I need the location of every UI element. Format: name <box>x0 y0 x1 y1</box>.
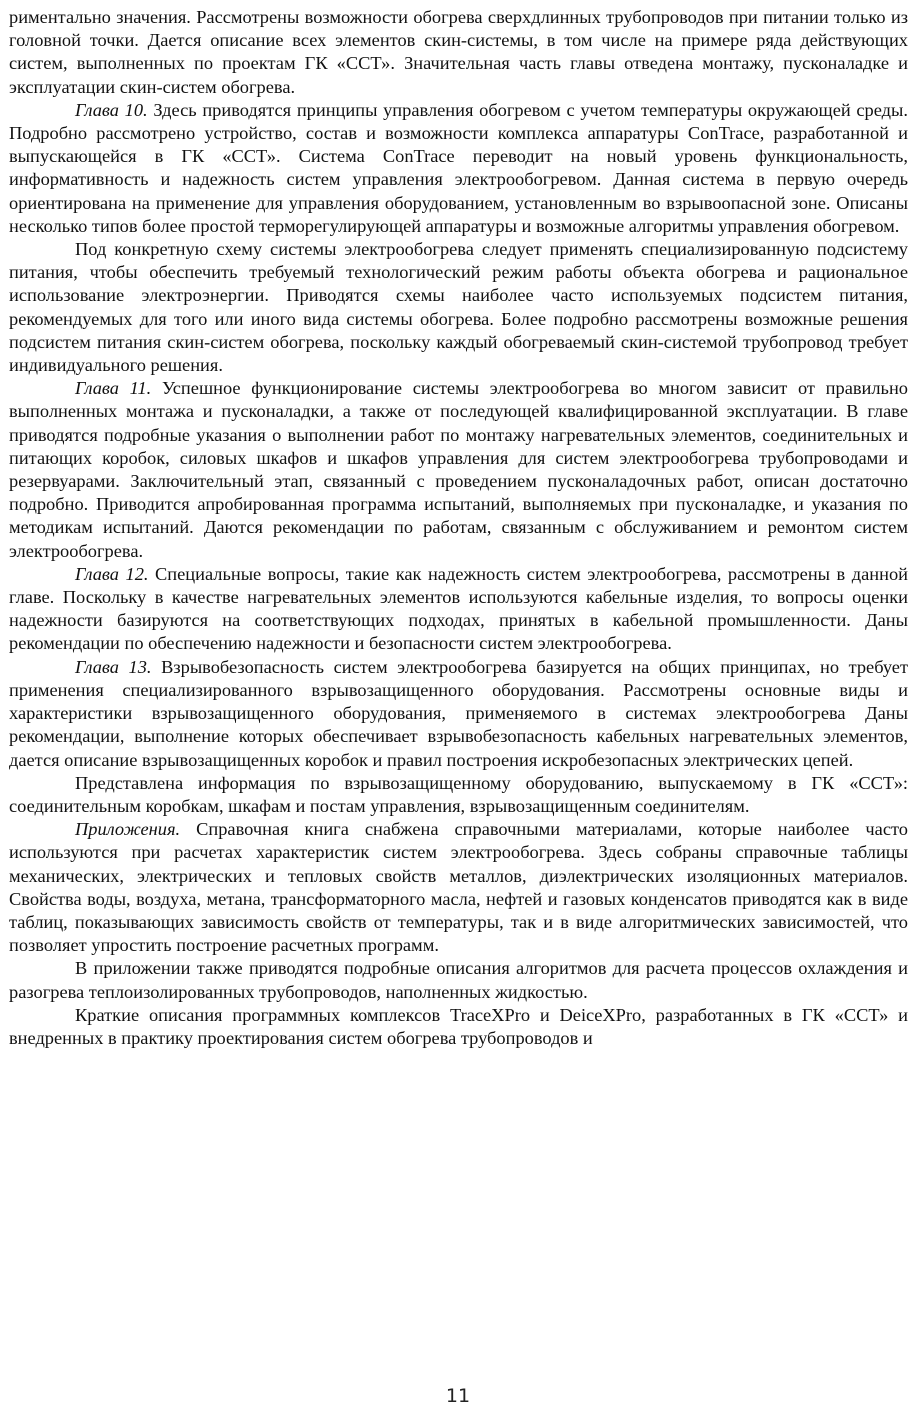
page-number: 11 <box>445 1385 471 1407</box>
paragraph-appendices <box>9 818 908 957</box>
paragraph-text: Специальные вопросы, такие как надежность систем электрообогрева, рассмотрены в данной главе. Поскольку в качестве нагревательных элементов используются кабельные изделия, то вопросы оценки надежности базируются на соответствующих подходах, принятых в кабельной промышленности. Даны рекомендации по обеспечению надежности и безопасности систем электрообогрева. <box>9 563 908 654</box>
paragraph-lead: Глава 11. <box>75 378 152 399</box>
paragraph-lead: Приложения. <box>75 819 181 840</box>
paragraph-chapter-9-continued <box>9 6 908 99</box>
paragraph-text: Справочная книга снабжена справочными материалами, которые наиболее часто используются при расчетах характеристик систем электрообогрева. Здесь собраны справочные таблицы механических, электрических и тепловых свойств металлов, диэлектрических изоляционных материалов. Свойства воды, воздуха, метана, трансформаторного масла, нефтей и газовых конденсатов приводятся как в виде таблиц, показывающих зависимость свойств от температуры, так и в виде алгоритмических зависимостей, что позволяет упростить построение расчетных программ. <box>9 819 908 956</box>
paragraph-text: Взрывобезопасность систем электрообогрева базируется на общих принципах, но требует применения специализированного взрывозащищенного оборудования. Рассмотрены основные виды и характеристики взрывозащищенного оборудования, применяемого в системах электрообогрева Даны рекомендации, выполнение которых обеспечивает взрывобезопасность кабельных нагревательных элементов, дается описание взрывозащищенных коробок и правил построения искробезопасных электрических цепей. <box>9 656 908 770</box>
paragraph-chapter-13 <box>9 656 908 772</box>
paragraph-text: Успешное функционирование системы электрообогрева во многом зависит от правильно выполненных монтажа и пусконаладки, а также от последующей квалифицированной эксплуатации. В главе приводятся подробные указания о выполнении работ по монтажу нагревательных элементов, соединительных и питающих коробок, силовых шкафов и шкафов управления для систем электрообогрева трубопроводами и резервуарами. Заключительный этап, связанный с проведением пусконаладочных работ, описан достаточно подробно. Приводится апробированная программа испытаний, выполняемых при пусконаладке, и указания по методикам испытаний. Даются рекомендации по работам, связанным с обслуживанием и ремонтом систем электрообогрева. <box>9 378 908 561</box>
paragraph-lead: Глава 10. <box>75 99 148 120</box>
paragraph-lead: Глава 13. <box>75 656 152 677</box>
paragraph-text: Под конкретную схему системы электрообогрева следует применять специализированную подсистему питания, чтобы обеспечить требуемый технологический режим работы объекта обогрева и рациональное использование электроэнергии. Приводятся схемы наиболее часто используемых подсистем питания, рекомендуемых для того или иного вида системы обогрева. Более подробно рассмотрены возможные решения подсистем питания скин-систем обогрева, поскольку каждый обогреваемый скин-системой трубопровод требует индивидуального решения. <box>9 239 908 376</box>
paragraph-text: Здесь приводятся принципы управления обогревом с учетом температуры окружающей среды. Подробно рассмотрено устройство, состав и возможности комплекса аппаратуры ConTrace, разработанной и выпускающейся в ГК «ССТ». Система ConTrace переводит на новый уровень функциональность, информативность и надежность систем управления электрообогревом. Данная система в первую очередь ориентирована на применение для управления оборудованием, установленным во взрывоопасной зоне. Описаны несколько типов более простой терморегулирующей аппаратуры и возможные алгоритмы управления обогревом. <box>9 99 908 236</box>
paragraph-chapter-10 <box>9 99 908 238</box>
paragraph-software-complexes <box>9 1004 908 1050</box>
paragraph-text: Краткие описания программных комплексов TraceXPro и DeiceXPro, разработанных в ГК «ССТ» и внедренных в практику проектирования систем обогрева трубопроводов и <box>9 1004 908 1048</box>
paragraph-chapter-11 <box>9 377 908 563</box>
paragraph-appendix-algorithms <box>9 957 908 1003</box>
paragraph-lead: Глава 12. <box>75 563 149 584</box>
paragraph-power-subsystems <box>9 238 908 377</box>
paragraph-explosion-proof-equipment <box>9 772 908 818</box>
paragraph-text: В приложении также приводятся подробные описания алгоритмов для расчета процессов охлаждения и разогрева теплоизолированных трубопроводов, наполненных жидкостью. <box>9 958 908 1002</box>
paragraph-text: Представлена информация по взрывозащищенному оборудованию, выпускаемому в ГК «ССТ»: соединительным коробкам, шкафам и постам управления, взрывозащищенным соединителям. <box>9 772 908 816</box>
paragraph-chapter-12 <box>9 563 908 656</box>
paragraph-text: риментально значения. Рассмотрены возможности обогрева сверхдлинных трубопроводов при питании только из головной точки. Дается описание всех элементов скин-системы, в том числе на примере ряда действующих систем, выполненных по проектам ГК «ССТ». Значительная часть главы отведена монтажу, пусконаладке и эксплуатации скин-систем обогрева. <box>9 7 908 97</box>
